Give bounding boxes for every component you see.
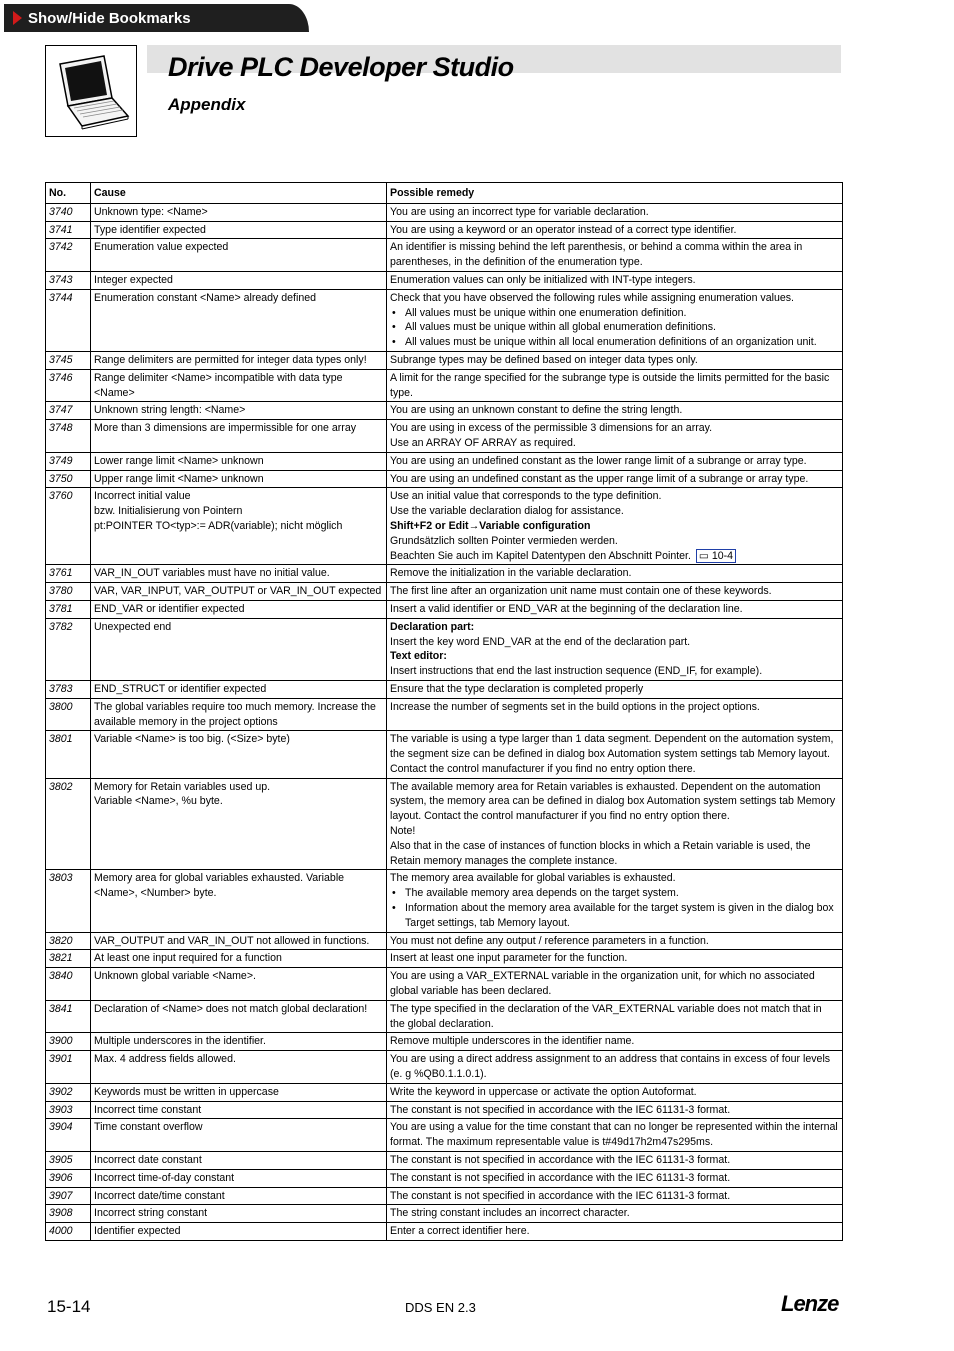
remedy-text: A limit for the range specified for the subrange type is outside the limits permitted for the basic type. xyxy=(390,371,830,399)
error-number: 3821 xyxy=(46,950,91,968)
cause-line: Incorrect date constant xyxy=(94,1154,202,1167)
remedy-text: You are using a VAR_EXTERNAL variable in the organization unit, for which no associated global variable has been declared. xyxy=(390,970,815,998)
table-row xyxy=(46,271,843,289)
cause-line: Unknown type: <Name> xyxy=(94,205,208,218)
remedy-line xyxy=(390,780,839,824)
page-reference-link[interactable] xyxy=(696,549,736,563)
table-row xyxy=(46,698,843,731)
table-body xyxy=(46,203,843,1240)
remedy-text: Text editor: xyxy=(390,650,447,663)
remedy-text: You are using an unknown constant to define the string length. xyxy=(390,404,683,417)
remedy-line xyxy=(390,1171,839,1186)
cause-line: Time constant overflow xyxy=(94,1121,203,1134)
cause-line: The global variables require too much memory. Increase the available memory in the project options xyxy=(94,700,376,728)
table-row xyxy=(46,239,843,272)
table-row xyxy=(46,488,843,565)
error-number: 3802 xyxy=(46,778,91,870)
cause-line: Lower range limit <Name> unknown xyxy=(94,454,264,467)
error-cause xyxy=(91,1152,387,1170)
cause-line: END_STRUCT or identifier expected xyxy=(94,682,267,695)
remedy-line xyxy=(390,969,839,999)
remedy-bullet xyxy=(390,306,839,321)
error-number: 3800 xyxy=(46,698,91,731)
error-number: 3782 xyxy=(46,618,91,680)
remedy-text: Subrange types may be defined based on integer data types only. xyxy=(390,353,698,366)
table-row xyxy=(46,870,843,932)
cause-line: Unexpected end xyxy=(94,620,172,633)
remedy-text: The available memory area for Retain variables is exhausted. Dependent on the automation system, the memory area can be defined in dialog box Automation system settings tab Memory layout. Contact the control manufacturer if you find no entry option there. xyxy=(390,780,836,823)
table-row xyxy=(46,1187,843,1205)
error-cause xyxy=(91,618,387,680)
error-number: 3746 xyxy=(46,369,91,402)
error-number: 3747 xyxy=(46,402,91,420)
error-number: 3841 xyxy=(46,1000,91,1033)
error-number: 3908 xyxy=(46,1205,91,1223)
error-cause xyxy=(91,583,387,601)
error-number: 3783 xyxy=(46,680,91,698)
cause-line: Max. 4 address fields allowed. xyxy=(94,1053,236,1066)
remedy-line xyxy=(390,682,839,697)
table-row xyxy=(46,778,843,870)
error-cause xyxy=(91,488,387,565)
error-number: 3820 xyxy=(46,932,91,950)
cause-line: Incorrect time-of-day constant xyxy=(94,1171,235,1184)
remedy-line xyxy=(390,273,839,288)
table-row xyxy=(46,950,843,968)
error-number: 3740 xyxy=(46,203,91,221)
remedy-line xyxy=(390,824,839,839)
cause-line: pt:POINTER TO<typ>:= ADR(variable); nicht möglich xyxy=(94,519,343,532)
remedy-line xyxy=(390,403,839,418)
cause-line: Declaration of <Name> does not match global declaration! xyxy=(94,1002,368,1015)
error-number: 3742 xyxy=(46,239,91,272)
table-row xyxy=(46,420,843,453)
remedy-line xyxy=(390,602,839,617)
remedy-text: You are using a keyword or an operator instead of a correct type identifier. xyxy=(390,223,737,236)
remedy-line xyxy=(390,472,839,487)
remedy-line xyxy=(390,584,839,599)
cause-line: Unknown string length: <Name> xyxy=(94,404,246,417)
error-cause xyxy=(91,402,387,420)
error-cause xyxy=(91,452,387,470)
remedy-text: The variable is using a type larger than 1 data segment. Dependent on the automation system, the segment size can be defined in dialog box Automation system settings tab Memory layout. Contact the control manufacturer if you find no entry option there. xyxy=(390,733,834,775)
error-cause xyxy=(91,1051,387,1084)
remedy-line xyxy=(390,534,839,549)
remedy-line xyxy=(390,205,839,220)
possible-remedy xyxy=(387,402,843,420)
remedy-line xyxy=(390,839,839,869)
error-cause xyxy=(91,221,387,239)
error-number: 3760 xyxy=(46,488,91,565)
table-row xyxy=(46,680,843,698)
remedy-text: All values must be unique within all local enumeration definitions of an organization unit. xyxy=(405,336,817,349)
possible-remedy xyxy=(387,369,843,402)
remedy-text: Insert the key word END_VAR at the end of the declaration part. xyxy=(390,635,691,648)
table-row xyxy=(46,731,843,778)
remedy-text: Increase the number of segments set in the build options in the project options. xyxy=(390,700,760,713)
possible-remedy xyxy=(387,932,843,950)
table-row xyxy=(46,565,843,583)
error-number: 3801 xyxy=(46,731,91,778)
cause-line: Memory area for global variables exhausted. Variable <Name>, <Number> byte. xyxy=(94,872,345,900)
error-number: 3902 xyxy=(46,1083,91,1101)
possible-remedy xyxy=(387,271,843,289)
remedy-text: Also that in the case of instances of function blocks in which a Retain variable is used, the Retain memory manages the complete instance. xyxy=(390,839,811,867)
remedy-text: Enumeration values can only be initialized with INT-type integers. xyxy=(390,273,696,286)
table-row xyxy=(46,203,843,221)
possible-remedy xyxy=(387,203,843,221)
remedy-text: All values must be unique within one enumeration definition. xyxy=(405,306,687,319)
cause-line: END_VAR or identifier expected xyxy=(94,602,245,615)
remedy-text: Use an ARRAY OF ARRAY as required. xyxy=(390,436,576,449)
table-row xyxy=(46,1051,843,1084)
possible-remedy xyxy=(387,420,843,453)
bookmarks-toggle-label: Show/Hide Bookmarks xyxy=(28,9,191,27)
remedy-line xyxy=(390,700,839,715)
error-cause xyxy=(91,1169,387,1187)
error-cause xyxy=(91,1033,387,1051)
possible-remedy xyxy=(387,1000,843,1033)
remedy-line xyxy=(390,291,839,306)
remedy-text: Remove multiple underscores in the identifier name. xyxy=(390,1035,635,1048)
remedy-line xyxy=(390,635,839,650)
cause-line: At least one input required for a function xyxy=(94,952,282,965)
table-row xyxy=(46,932,843,950)
remedy-line xyxy=(390,223,839,238)
error-cause xyxy=(91,1119,387,1152)
remedy-line xyxy=(390,454,839,469)
error-number: 3748 xyxy=(46,420,91,453)
error-number: 3781 xyxy=(46,600,91,618)
remedy-line xyxy=(390,371,839,401)
error-number: 3749 xyxy=(46,452,91,470)
remedy-line xyxy=(390,871,839,886)
error-cause xyxy=(91,271,387,289)
remedy-line xyxy=(390,421,839,436)
remedy-line xyxy=(390,549,839,564)
remedy-text: The string constant includes an incorrect character. xyxy=(390,1207,630,1220)
possible-remedy xyxy=(387,1101,843,1119)
error-number: 3780 xyxy=(46,583,91,601)
remedy-line xyxy=(390,489,839,504)
remedy-text: The available memory area depends on the target system. xyxy=(405,887,679,900)
remedy-bullet xyxy=(390,886,839,901)
table-row xyxy=(46,1205,843,1223)
cause-line: bzw. Initialisierung von Pointern xyxy=(94,505,243,518)
table-row xyxy=(46,1223,843,1241)
table-row xyxy=(46,369,843,402)
remedy-text: Remove the initialization in the variable declaration. xyxy=(390,567,632,580)
remedy-bullet xyxy=(390,320,839,335)
cause-line: VAR, VAR_INPUT, VAR_OUTPUT or VAR_IN_OUT expected xyxy=(94,585,382,598)
remedy-text: The constant is not specified in accordance with the IEC 61131-3 format. xyxy=(390,1171,731,1184)
error-cause xyxy=(91,351,387,369)
possible-remedy xyxy=(387,1033,843,1051)
error-number: 4000 xyxy=(46,1223,91,1241)
possible-remedy xyxy=(387,221,843,239)
remedy-line xyxy=(390,1206,839,1221)
remedy-text: Write the keyword in uppercase or activate the option Autoformat. xyxy=(390,1085,697,1098)
possible-remedy xyxy=(387,1223,843,1241)
remedy-text: Information about the memory area available for the target system is given in the dialog box Target settings, tab Memory layout. xyxy=(405,902,834,929)
error-cause xyxy=(91,1101,387,1119)
cause-line: Enumeration value expected xyxy=(94,241,229,254)
cause-line: Range delimiter <Name> incompatible with data type <Name> xyxy=(94,371,343,399)
triangle-right-icon xyxy=(13,11,22,25)
remedy-text: Shift+F2 or Edit→Variable configuration xyxy=(390,519,591,532)
error-cause xyxy=(91,680,387,698)
remedy-text: Grundsätzlich sollten Pointer vermieden werden. xyxy=(390,534,618,547)
table-row xyxy=(46,289,843,351)
cause-line: Keywords must be written in uppercase xyxy=(94,1085,279,1098)
cause-line: Type identifier expected xyxy=(94,223,206,236)
possible-remedy xyxy=(387,351,843,369)
error-table xyxy=(45,182,843,1241)
possible-remedy xyxy=(387,470,843,488)
possible-remedy xyxy=(387,778,843,870)
error-cause xyxy=(91,932,387,950)
possible-remedy xyxy=(387,289,843,351)
remedy-text: The first line after an organization unit name must contain one of these keywords. xyxy=(390,585,772,598)
table-row xyxy=(46,1152,843,1170)
header-no: No. xyxy=(46,183,91,204)
possible-remedy xyxy=(387,565,843,583)
remedy-text: You are using a direct address assignment to an address that contains in excess of four levels (e. g %QB0.1.1.0.1). xyxy=(390,1053,831,1081)
table-header-row xyxy=(46,183,843,204)
possible-remedy xyxy=(387,1205,843,1223)
possible-remedy xyxy=(387,488,843,565)
laptop-icon xyxy=(46,46,136,136)
cause-line: Upper range limit <Name> unknown xyxy=(94,472,264,485)
remedy-text: Use an initial value that corresponds to the type definition. xyxy=(390,490,662,503)
table-row xyxy=(46,452,843,470)
remedy-text: The memory area available for global variables is exhausted. xyxy=(390,872,676,885)
remedy-line xyxy=(390,1120,839,1150)
error-number: 3761 xyxy=(46,565,91,583)
remedy-text: Beachten Sie auch im Kapitel Datentypen den Abschnitt Pointer. xyxy=(390,549,691,562)
remedy-line xyxy=(390,620,839,635)
remedy-text: The constant is not specified in accordance with the IEC 61131-3 format. xyxy=(390,1103,731,1116)
cause-line: Incorrect date/time constant xyxy=(94,1189,225,1202)
table-row xyxy=(46,1169,843,1187)
header-remedy: Possible remedy xyxy=(387,183,843,204)
cause-line: Unknown global variable <Name>. xyxy=(94,970,256,983)
error-cause xyxy=(91,1205,387,1223)
laptop-icon-frame xyxy=(45,45,137,137)
error-number: 3907 xyxy=(46,1187,91,1205)
remedy-text: Insert a valid identifier or END_VAR at the beginning of the declaration line. xyxy=(390,602,743,615)
remedy-line xyxy=(390,1189,839,1204)
error-cause xyxy=(91,470,387,488)
cause-line: Memory for Retain variables used up. xyxy=(94,780,271,793)
error-cause xyxy=(91,203,387,221)
remedy-text: You must not define any output / reference parameters in a function. xyxy=(390,934,709,947)
remedy-text: Insert at least one input parameter for the function. xyxy=(390,952,628,965)
error-number: 3745 xyxy=(46,351,91,369)
cause-line: VAR_IN_OUT variables must have no initial value. xyxy=(94,567,330,580)
book-icon: ▭ xyxy=(698,549,712,562)
possible-remedy xyxy=(387,583,843,601)
error-number: 3741 xyxy=(46,221,91,239)
brand-logo: Lenze xyxy=(781,1291,839,1316)
error-cause xyxy=(91,1223,387,1241)
remedy-text: Ensure that the type declaration is completed properly xyxy=(390,682,644,695)
error-number: 3743 xyxy=(46,271,91,289)
possible-remedy xyxy=(387,1169,843,1187)
remedy-line xyxy=(390,732,839,776)
header-cause: Cause xyxy=(91,183,387,204)
remedy-bullet xyxy=(390,335,839,350)
page-number: 15-14 xyxy=(47,1297,91,1316)
remedy-text: All values must be unique within all global enumeration definitions. xyxy=(405,321,716,334)
table-row xyxy=(46,583,843,601)
possible-remedy xyxy=(387,1083,843,1101)
table-row xyxy=(46,351,843,369)
possible-remedy xyxy=(387,239,843,272)
error-number: 3904 xyxy=(46,1119,91,1152)
table-row xyxy=(46,1101,843,1119)
error-number: 3840 xyxy=(46,968,91,1001)
error-cause xyxy=(91,565,387,583)
error-cause xyxy=(91,239,387,272)
error-cause xyxy=(91,950,387,968)
cause-line: Variable <Name> is too big. (<Size> byte) xyxy=(94,733,290,746)
remedy-line xyxy=(390,664,839,679)
error-cause xyxy=(91,698,387,731)
possible-remedy xyxy=(387,618,843,680)
remedy-line xyxy=(390,1224,839,1239)
remedy-line xyxy=(390,566,839,581)
error-number: 3744 xyxy=(46,289,91,351)
remedy-line xyxy=(390,240,839,270)
remedy-line xyxy=(390,1034,839,1049)
cause-line: Variable <Name>, %u byte. xyxy=(94,795,223,808)
remedy-line xyxy=(390,951,839,966)
possible-remedy xyxy=(387,1187,843,1205)
table-row xyxy=(46,968,843,1001)
cause-line: VAR_OUTPUT and VAR_IN_OUT not allowed in functions. xyxy=(94,934,370,947)
error-cause xyxy=(91,1083,387,1101)
error-cause xyxy=(91,369,387,402)
bookmarks-toggle[interactable] xyxy=(4,4,309,32)
possible-remedy xyxy=(387,968,843,1001)
cause-line: Enumeration constant <Name> already defined xyxy=(94,291,317,304)
possible-remedy xyxy=(387,698,843,731)
page-subtitle: Appendix xyxy=(168,95,246,114)
cause-line: Range delimiters are permitted for integer data types only! xyxy=(94,353,367,366)
remedy-text: Declaration part: xyxy=(390,620,475,633)
possible-remedy xyxy=(387,731,843,778)
possible-remedy xyxy=(387,870,843,932)
remedy-text: You are using an undefined constant as the lower range limit of a subrange or array type. xyxy=(390,454,807,467)
remedy-bullet xyxy=(390,901,839,931)
cause-line: Multiple underscores in the identifier. xyxy=(94,1035,266,1048)
remedy-line xyxy=(390,1002,839,1032)
remedy-line xyxy=(390,519,839,534)
error-number: 3901 xyxy=(46,1051,91,1084)
error-cause xyxy=(91,870,387,932)
remedy-text: Note! xyxy=(390,825,416,838)
remedy-line xyxy=(390,1153,839,1168)
remedy-text: The type specified in the declaration of the VAR_EXTERNAL variable does not match that in the global declaration. xyxy=(390,1002,822,1030)
table-row xyxy=(46,221,843,239)
cause-line: Incorrect initial value xyxy=(94,490,191,503)
remedy-text: Insert instructions that end the last instruction sequence (END_IF, for example). xyxy=(390,665,763,678)
error-cause xyxy=(91,289,387,351)
error-cause xyxy=(91,778,387,870)
remedy-line xyxy=(390,1052,839,1082)
error-cause xyxy=(91,731,387,778)
table-row xyxy=(46,470,843,488)
possible-remedy xyxy=(387,600,843,618)
possible-remedy xyxy=(387,1119,843,1152)
error-number: 3906 xyxy=(46,1169,91,1187)
possible-remedy xyxy=(387,452,843,470)
error-number: 3905 xyxy=(46,1152,91,1170)
remedy-text: An identifier is missing behind the left parenthesis, or behind a comma within the area in parentheses, in the definition of the enumeration type. xyxy=(390,241,803,269)
remedy-text: The constant is not specified in accordance with the IEC 61131-3 format. xyxy=(390,1189,731,1202)
remedy-text: You are using an incorrect type for variable declaration. xyxy=(390,205,649,218)
error-cause xyxy=(91,600,387,618)
cause-line: Integer expected xyxy=(94,273,173,286)
possible-remedy xyxy=(387,1051,843,1084)
remedy-line xyxy=(390,353,839,368)
error-cause xyxy=(91,1000,387,1033)
table-row xyxy=(46,402,843,420)
doc-code: DDS EN 2.3 xyxy=(405,1300,476,1315)
table-row xyxy=(46,600,843,618)
remedy-text: You are using an undefined constant as the upper range limit of a subrange or array type. xyxy=(390,472,809,485)
cause-line: More than 3 dimensions are impermissible for one array xyxy=(94,422,357,435)
remedy-text: You are using a value for the time constant that can no longer be represented within the internal format. The maximum representable value is t#49d17h2m47s295ms. xyxy=(390,1121,838,1149)
remedy-line xyxy=(390,649,839,664)
remedy-line xyxy=(390,1103,839,1118)
page-reference-text: 10-4 xyxy=(711,549,734,562)
error-number: 3900 xyxy=(46,1033,91,1051)
error-number: 3803 xyxy=(46,870,91,932)
table-row xyxy=(46,1000,843,1033)
remedy-text: Check that you have observed the following rules while assigning enumeration values. xyxy=(390,291,794,304)
possible-remedy xyxy=(387,680,843,698)
remedy-line xyxy=(390,504,839,519)
cause-line: Incorrect time constant xyxy=(94,1103,202,1116)
table-row xyxy=(46,618,843,680)
error-number: 3903 xyxy=(46,1101,91,1119)
cause-line: Identifier expected xyxy=(94,1225,181,1238)
remedy-line xyxy=(390,934,839,949)
cause-line: Incorrect string constant xyxy=(94,1207,208,1220)
table-row xyxy=(46,1033,843,1051)
table-row xyxy=(46,1119,843,1152)
remedy-text: Use the variable declaration dialog for assistance. xyxy=(390,505,624,518)
remedy-text: The constant is not specified in accordance with the IEC 61131-3 format. xyxy=(390,1154,731,1167)
remedy-text: You are using in excess of the permissible 3 dimensions for an array. xyxy=(390,422,713,435)
error-cause xyxy=(91,1187,387,1205)
possible-remedy xyxy=(387,1152,843,1170)
remedy-line xyxy=(390,436,839,451)
possible-remedy xyxy=(387,950,843,968)
remedy-text: Enter a correct identifier here. xyxy=(390,1225,530,1238)
remedy-line xyxy=(390,1085,839,1100)
error-number: 3750 xyxy=(46,470,91,488)
error-cause xyxy=(91,420,387,453)
error-cause xyxy=(91,968,387,1001)
table-row xyxy=(46,1083,843,1101)
page-title: Drive PLC Developer Studio xyxy=(168,52,514,82)
